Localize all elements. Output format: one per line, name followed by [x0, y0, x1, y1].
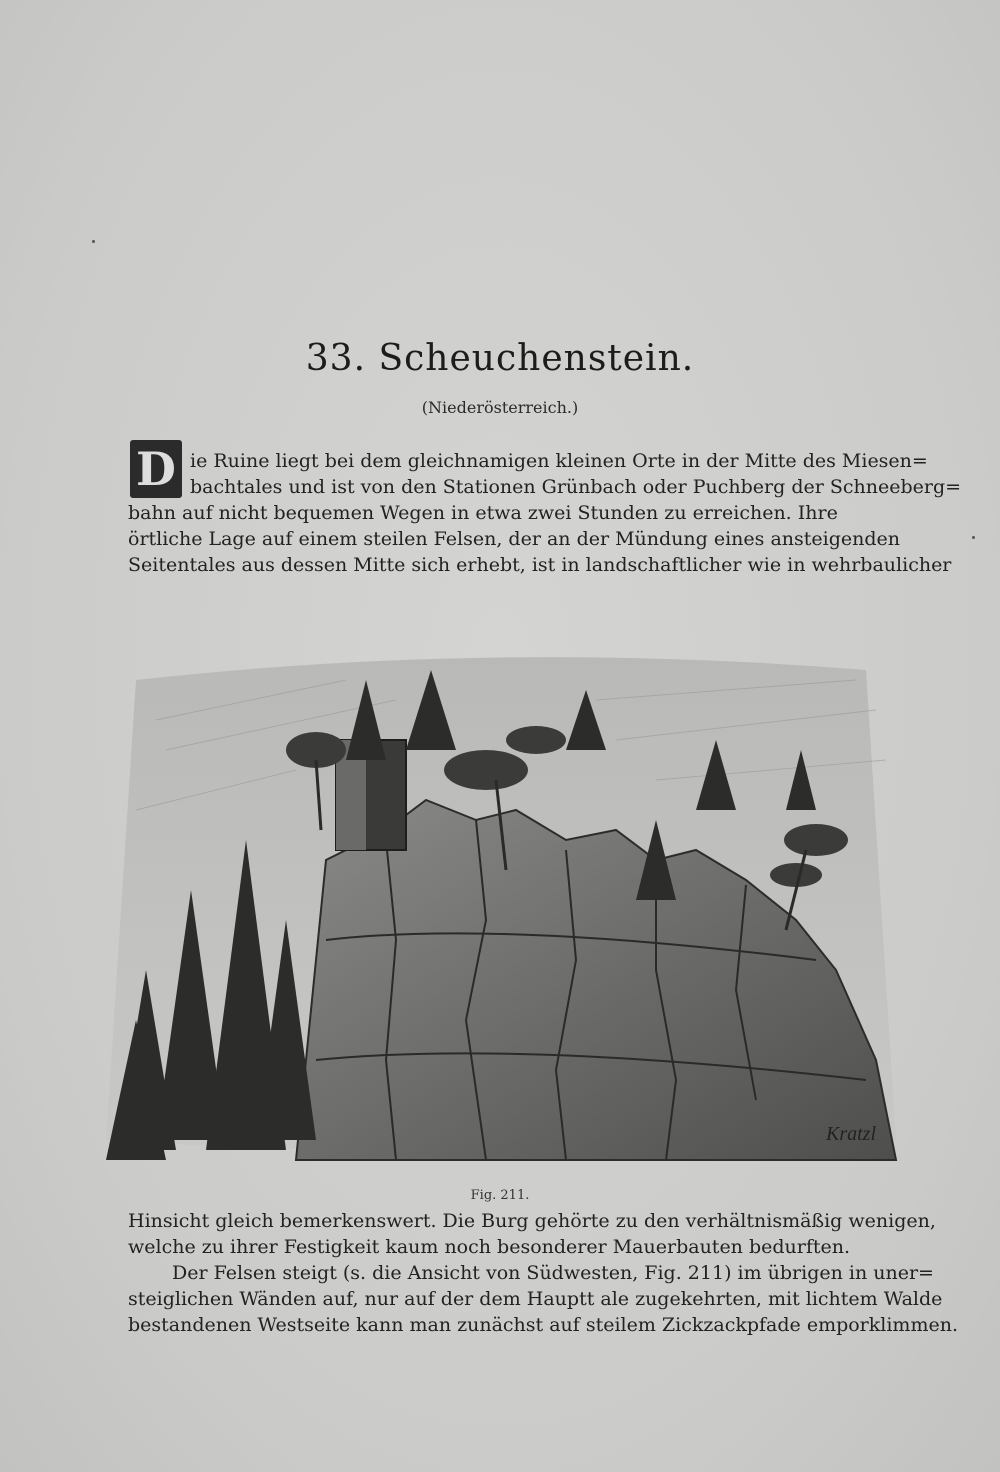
- text-line: bestandenen Westseite kann man zunächst auf steilem Zickzackpfade emporklimmen.: [128, 1314, 958, 1336]
- text-line: Seitentales aus dessen Mitte sich erhebt, ist in landschaftlicher wie in wehrbaulicher: [128, 554, 952, 576]
- text-line: bahn auf nicht bequemen Wegen in etwa zwei Stunden zu erreichen. Ihre: [128, 502, 838, 524]
- chapter-title: 33. Scheuchenstein.: [305, 338, 695, 379]
- text-line: bachtales und ist von den Stationen Grünbach oder Puchberg der Schneeberg=: [190, 476, 962, 498]
- text-line: ie Ruine liegt bei dem gleichnamigen kleinen Orte in der Mitte des Miesen=: [190, 450, 928, 472]
- text-line: welche zu ihrer Festigkeit kaum noch besonderer Mauerbauten bedurften.: [128, 1236, 851, 1258]
- figure-caption: Fig. 211.: [470, 1188, 530, 1203]
- text-line: Der Felsen steigt (s. die Ansicht von Südwesten, Fig. 211) im übrigen in uner=: [172, 1262, 934, 1284]
- castle-ruin-illustration: [96, 640, 906, 1170]
- drop-cap: D: [130, 440, 182, 498]
- text-line: Hinsicht gleich bemerkenswert. Die Burg gehörte zu den verhältnismäßig wenigen,: [128, 1210, 936, 1232]
- chapter-subtitle: (Niederösterreich.): [421, 398, 579, 417]
- paper-speck: [972, 536, 975, 539]
- continuation-paragraph: [128, 1208, 958, 1338]
- intro-paragraph: [128, 448, 962, 578]
- paper-speck: [92, 240, 95, 243]
- text-line: örtliche Lage auf einem steilen Felsen, der an der Mündung eines ansteigenden: [128, 528, 901, 550]
- text-line: steiglichen Wänden auf, nur auf der dem Hauptt ale zugekehrten, mit lichtem Walde: [128, 1288, 943, 1310]
- artist-signature: Kratzl: [826, 1123, 877, 1145]
